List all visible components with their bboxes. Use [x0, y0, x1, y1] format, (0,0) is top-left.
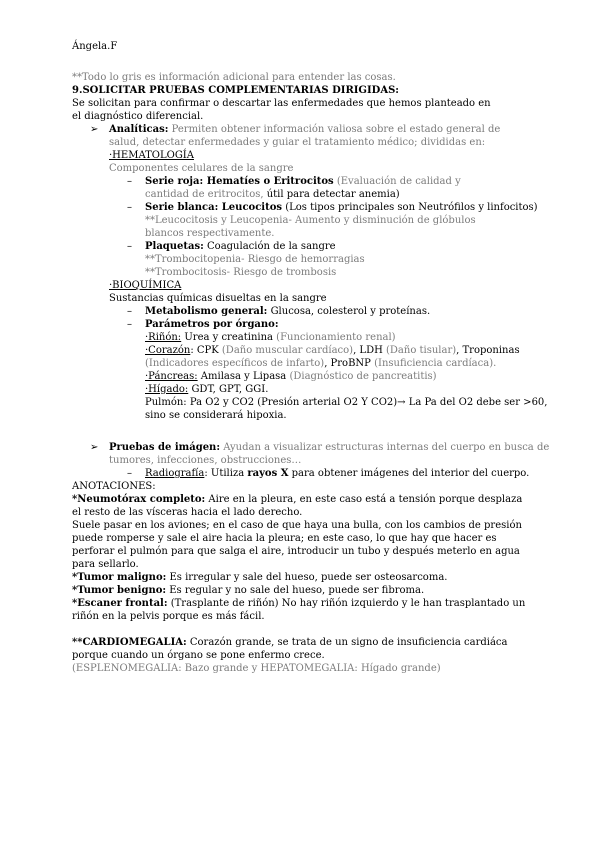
imagen-desc-2: tumores, infecciones, obstrucciones… [109, 455, 302, 466]
bioquimica-sub: Sustancias químicas disueltas en la sangre [109, 293, 327, 304]
pulmon-line-2: sino se considerará hipoxia. [145, 410, 287, 421]
higado-line [72, 383, 532, 396]
corazon-line-2 [72, 357, 532, 370]
rinon-label: ·Riñón: [145, 332, 182, 343]
plaquetas-note-1: **Trombocitopenia- Riesgo de hemorragias [145, 254, 365, 265]
corazon-gray-2: (Daño tisular) [386, 345, 457, 356]
arrow-bullet-icon: ➢ [90, 442, 99, 453]
plaquetas-text: Coagulación de la sangre [203, 241, 336, 252]
document-content [72, 71, 550, 675]
tumor-benigno-text: Es regular y no sale del hueso, puede ser fibroma. [166, 585, 425, 596]
metabolismo-label: Metabolismo general: [145, 306, 268, 317]
corazon-gray-4: (Insuficiencia cardíaca). [374, 358, 497, 369]
radiografia-item [72, 467, 532, 480]
serie-blanca-note: **Leucocitosis y Leucopenia- Aumento y disminución de glóbulos blancos respectivamente. [145, 215, 476, 239]
radiografia-text-2: para obtener imágenes del interior del cuerpo. [288, 468, 530, 479]
hematologia-sub: Componentes celulares de la sangre [109, 163, 294, 174]
imagen-desc-1: Ayudan a visualizar estructuras internas del cuerpo en busca de [220, 442, 550, 453]
corazon-line-1 [72, 344, 532, 357]
serie-roja-item [72, 175, 500, 201]
dash-bullet: – [127, 468, 132, 479]
plaquetas-item [72, 240, 532, 253]
cardiomegalia-text: Corazón grande, se trata de un signo de insuficiencia cardiáca porque cuando un órgano se pone enfermo crece. [72, 637, 508, 661]
neumotorax-para [72, 493, 530, 519]
escaner-para [72, 597, 530, 623]
serie-blanca-text: (Los tipos principales son Neutrófilos y linfocitos) [282, 202, 538, 213]
analiticas-desc: Permiten obtener información valiosa sobre el estado general de salud, detectar enfermedades y guiar el tratamiento médico; divididas en: [109, 124, 501, 148]
neumotorax-text: Aire en la pleura, en este caso está a tensión porque desplaza el resto de las vísceras hacia el lado derecho. [72, 494, 523, 518]
parametros-item [72, 318, 532, 331]
arrow-bullet-icon: ➢ [90, 124, 99, 135]
corazon-text-2: , LDH [353, 345, 386, 356]
pancreas-line [72, 370, 532, 383]
esplenomegalia-note: (ESPLENOMEGALIA: Bazo grande y HEPATOMEGALIA: Hígado grande) [72, 663, 441, 674]
spacer [72, 623, 532, 636]
higado-label: ·Hígado: [145, 384, 189, 395]
spacer [72, 422, 532, 435]
tumor-maligno-label: *Tumor maligno: [72, 572, 167, 583]
corazon-gray-3: (Indicadores específicos de infarto) [145, 358, 325, 369]
serie-roja-gray: (Evaluación de calidad y cantidad de eritrocitos, [145, 176, 461, 200]
serie-blanca-label: Serie blanca: Leucocitos [145, 202, 283, 213]
pulmon-line-1: Pulmón: Pa O2 y CO2 (Presión arterial O2 Y CO2)→ La Pa del O2 debe ser >60, [145, 397, 548, 408]
analiticas-label: Analíticas: [109, 124, 169, 135]
parametros-label: Parámetros por órgano: [145, 319, 279, 330]
corazon-label: ·Corazón [145, 345, 191, 356]
corazon-text-3: , Troponinas [456, 345, 520, 356]
cardiomegalia-para [72, 636, 530, 662]
rinon-line [72, 331, 532, 344]
higado-text: GDT, GPT, GGI. [188, 384, 269, 395]
radiografia-label: Radiografía [145, 468, 205, 479]
plaquetas-note-2: **Trombocitosis- Riesgo de trombosis [145, 267, 337, 278]
gray-note: **Todo lo gris es información adicional para entender las cosas. [72, 72, 396, 83]
anotaciones-title: ANOTACIONES: [72, 481, 156, 492]
plaquetas-label: Plaquetas: [145, 241, 204, 252]
cardiomegalia-label: **CARDIOMEGALIA: [72, 637, 187, 648]
dash-bullet: – [127, 202, 132, 213]
rinon-gray: (Funcionamiento renal) [276, 332, 396, 343]
escaner-text: (Trasplante de riñón) No hay riñón izquierdo y le han trasplantado un riñón en la pelvis porque es más fácil. [72, 598, 526, 622]
section-title: 9.SOLICITAR PRUEBAS COMPLEMENTARIAS DIRIGIDAS: [72, 85, 399, 96]
analiticas-item [72, 123, 509, 149]
neumotorax-label: *Neumotórax completo: [72, 494, 206, 505]
escaner-label: *Escaner frontal: [72, 598, 168, 609]
tumor-benigno-label: *Tumor benigno: [72, 585, 167, 596]
serie-blanca-item [72, 201, 538, 214]
dash-bullet: – [127, 306, 132, 317]
pancreas-gray: (Diagnóstico de pancreatitis) [289, 371, 437, 382]
bioquimica-heading: ·BIOQUÍMICA [109, 280, 182, 291]
rinon-text: Urea y creatinina [181, 332, 277, 343]
hematologia-heading: ·HEMATOLOGÍA [109, 150, 194, 161]
tumor-maligno-text: Es irregular y sale del hueso, puede ser osteosarcoma. [166, 572, 448, 583]
dash-bullet: – [127, 176, 132, 187]
imagen-label: Pruebas de imágen: [109, 442, 221, 453]
radiografia-bold: rayos X [247, 468, 289, 479]
imagen-item [72, 441, 550, 454]
pancreas-label: ·Páncreas: [145, 371, 198, 382]
serie-roja-label: Serie roja: Hematíes o Eritrocitos [145, 176, 334, 187]
author-name: Ángela.F [72, 41, 118, 52]
corazon-gray-1: (Daño muscular cardíaco) [221, 345, 354, 356]
metabolismo-item [72, 305, 532, 318]
radiografia-text-1: : Utiliza [204, 468, 248, 479]
neumotorax-para-2: Suele pasar en los aviones; en el caso de que haya una bulla, con los cambios de presión puede romperse y sale el aire hacia la pleura; en este caso, lo que hay que hacer es perforar el pulmón para que salga el aire, introducir un tubo y después meterlo en agua para sellarlo. [72, 520, 522, 570]
pancreas-text: Amilasa y Lipasa [197, 371, 290, 382]
tumor-benigno-line [72, 584, 532, 597]
tumor-maligno-line [72, 571, 532, 584]
serie-roja-end: útil para detectar anemia) [266, 189, 400, 200]
dash-bullet: – [127, 319, 132, 330]
corazon-text-4: , ProBNP [324, 358, 375, 369]
metabolismo-text: Glucosa, colesterol y proteínas. [267, 306, 431, 317]
corazon-text-1: : CPK [190, 345, 222, 356]
intro-paragraph: Se solicitan para confirmar o descartar las enfermedades que hemos planteado en el diagnóstico diferencial. [72, 98, 491, 122]
dash-bullet: – [127, 241, 132, 252]
